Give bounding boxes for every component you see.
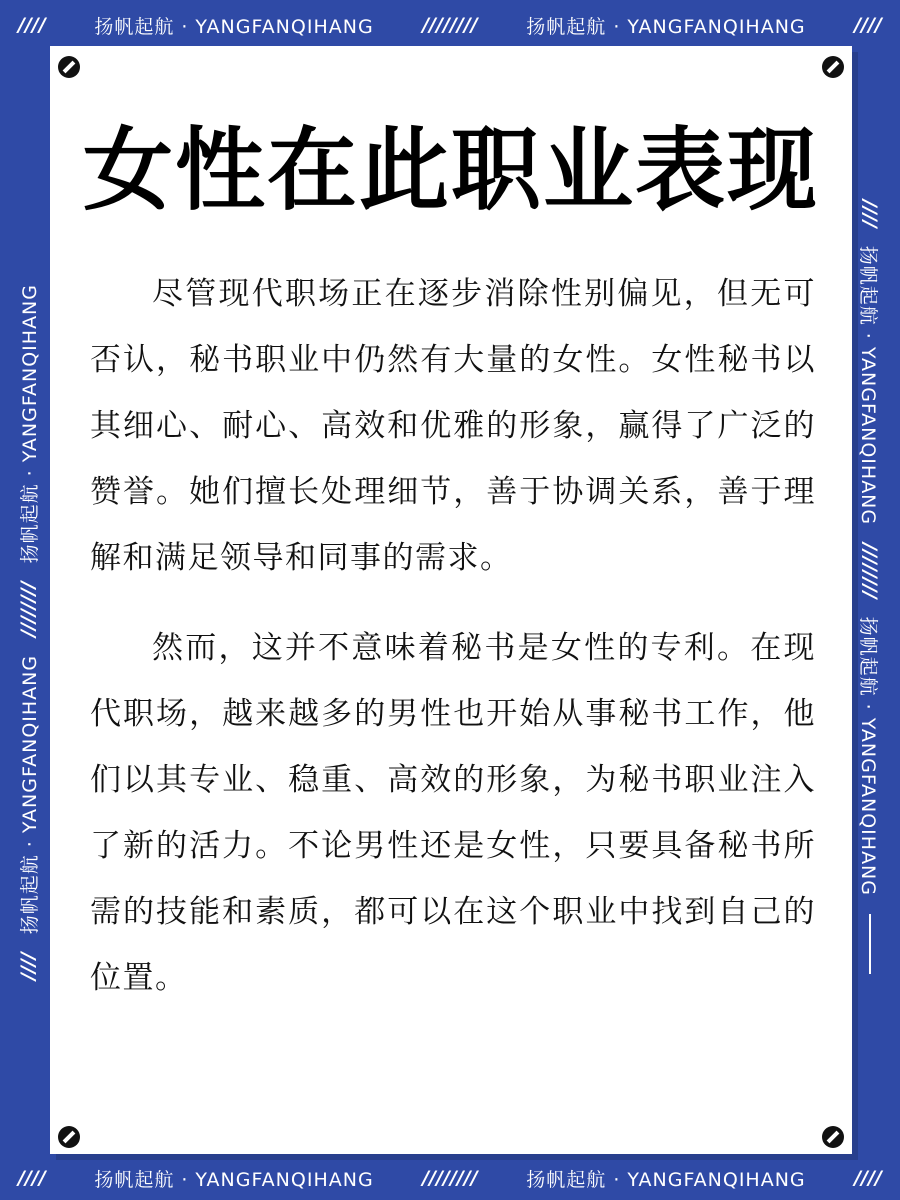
article-body <box>90 261 816 1035</box>
brand-text: 扬帆起航 · YANGFANQIHANG <box>857 245 880 526</box>
slash-decoration: //////// <box>17 581 39 637</box>
bottom-banner <box>0 1156 900 1200</box>
paragraph: 尽管现代职场正在逐步消除性别偏见，但无可否认，秘书职业中仍然有大量的女性。女性秘书以其细心、耐心、高效和优雅的形象，赢得了广泛的赞誉。她们擅长处理细节，善于协调关系，善于理解和满足领导和同事的需求。 <box>90 276 816 576</box>
brand-text: 扬帆起航 · YANGFANQIHANG <box>857 616 880 896</box>
content-card <box>50 46 852 1154</box>
brand-text: 扬帆起航 · YANGFANQIHANG <box>94 15 374 38</box>
slash-decoration: //// <box>17 952 39 980</box>
screw-icon <box>58 56 80 78</box>
slash-decoration: //////// <box>422 14 478 36</box>
screw-icon <box>822 56 844 78</box>
slash-decoration: //// <box>854 1167 882 1189</box>
slash-decoration: //// <box>18 1167 46 1189</box>
brand-text: 扬帆起航 · YANGFANQIHANG <box>526 15 806 38</box>
top-banner <box>0 3 900 47</box>
brand-text: 扬帆起航 · YANGFANQIHANG <box>18 654 41 935</box>
brand-text: 扬帆起航 · YANGFANQIHANG <box>94 1168 374 1191</box>
right-banner <box>850 200 890 1200</box>
slash-decoration: //// <box>854 14 882 36</box>
divider-line <box>869 914 871 974</box>
slash-decoration: //////// <box>859 543 881 599</box>
paragraph: 然而，这并不意味着秘书是女性的专利。在现代职场，越来越多的男性也开始从事秘书工作，他们以其专业、稳重、高效的形象，为秘书职业注入了新的活力。不论男性还是女性，只要具备秘书所需的技能和素质，都可以在这个职业中找到自己的位置。 <box>90 630 816 996</box>
screw-icon <box>58 1126 80 1148</box>
page-title: 女性在此职业表现 <box>83 118 819 223</box>
brand-text: 扬帆起航 · YANGFANQIHANG <box>526 1168 806 1191</box>
brand-text: 扬帆起航 · YANGFANQIHANG <box>18 284 41 564</box>
slash-decoration: //// <box>18 14 46 36</box>
slash-decoration: //////// <box>422 1167 478 1189</box>
left-banner <box>8 0 48 980</box>
screw-icon <box>822 1126 844 1148</box>
slash-decoration: //// <box>859 200 881 228</box>
